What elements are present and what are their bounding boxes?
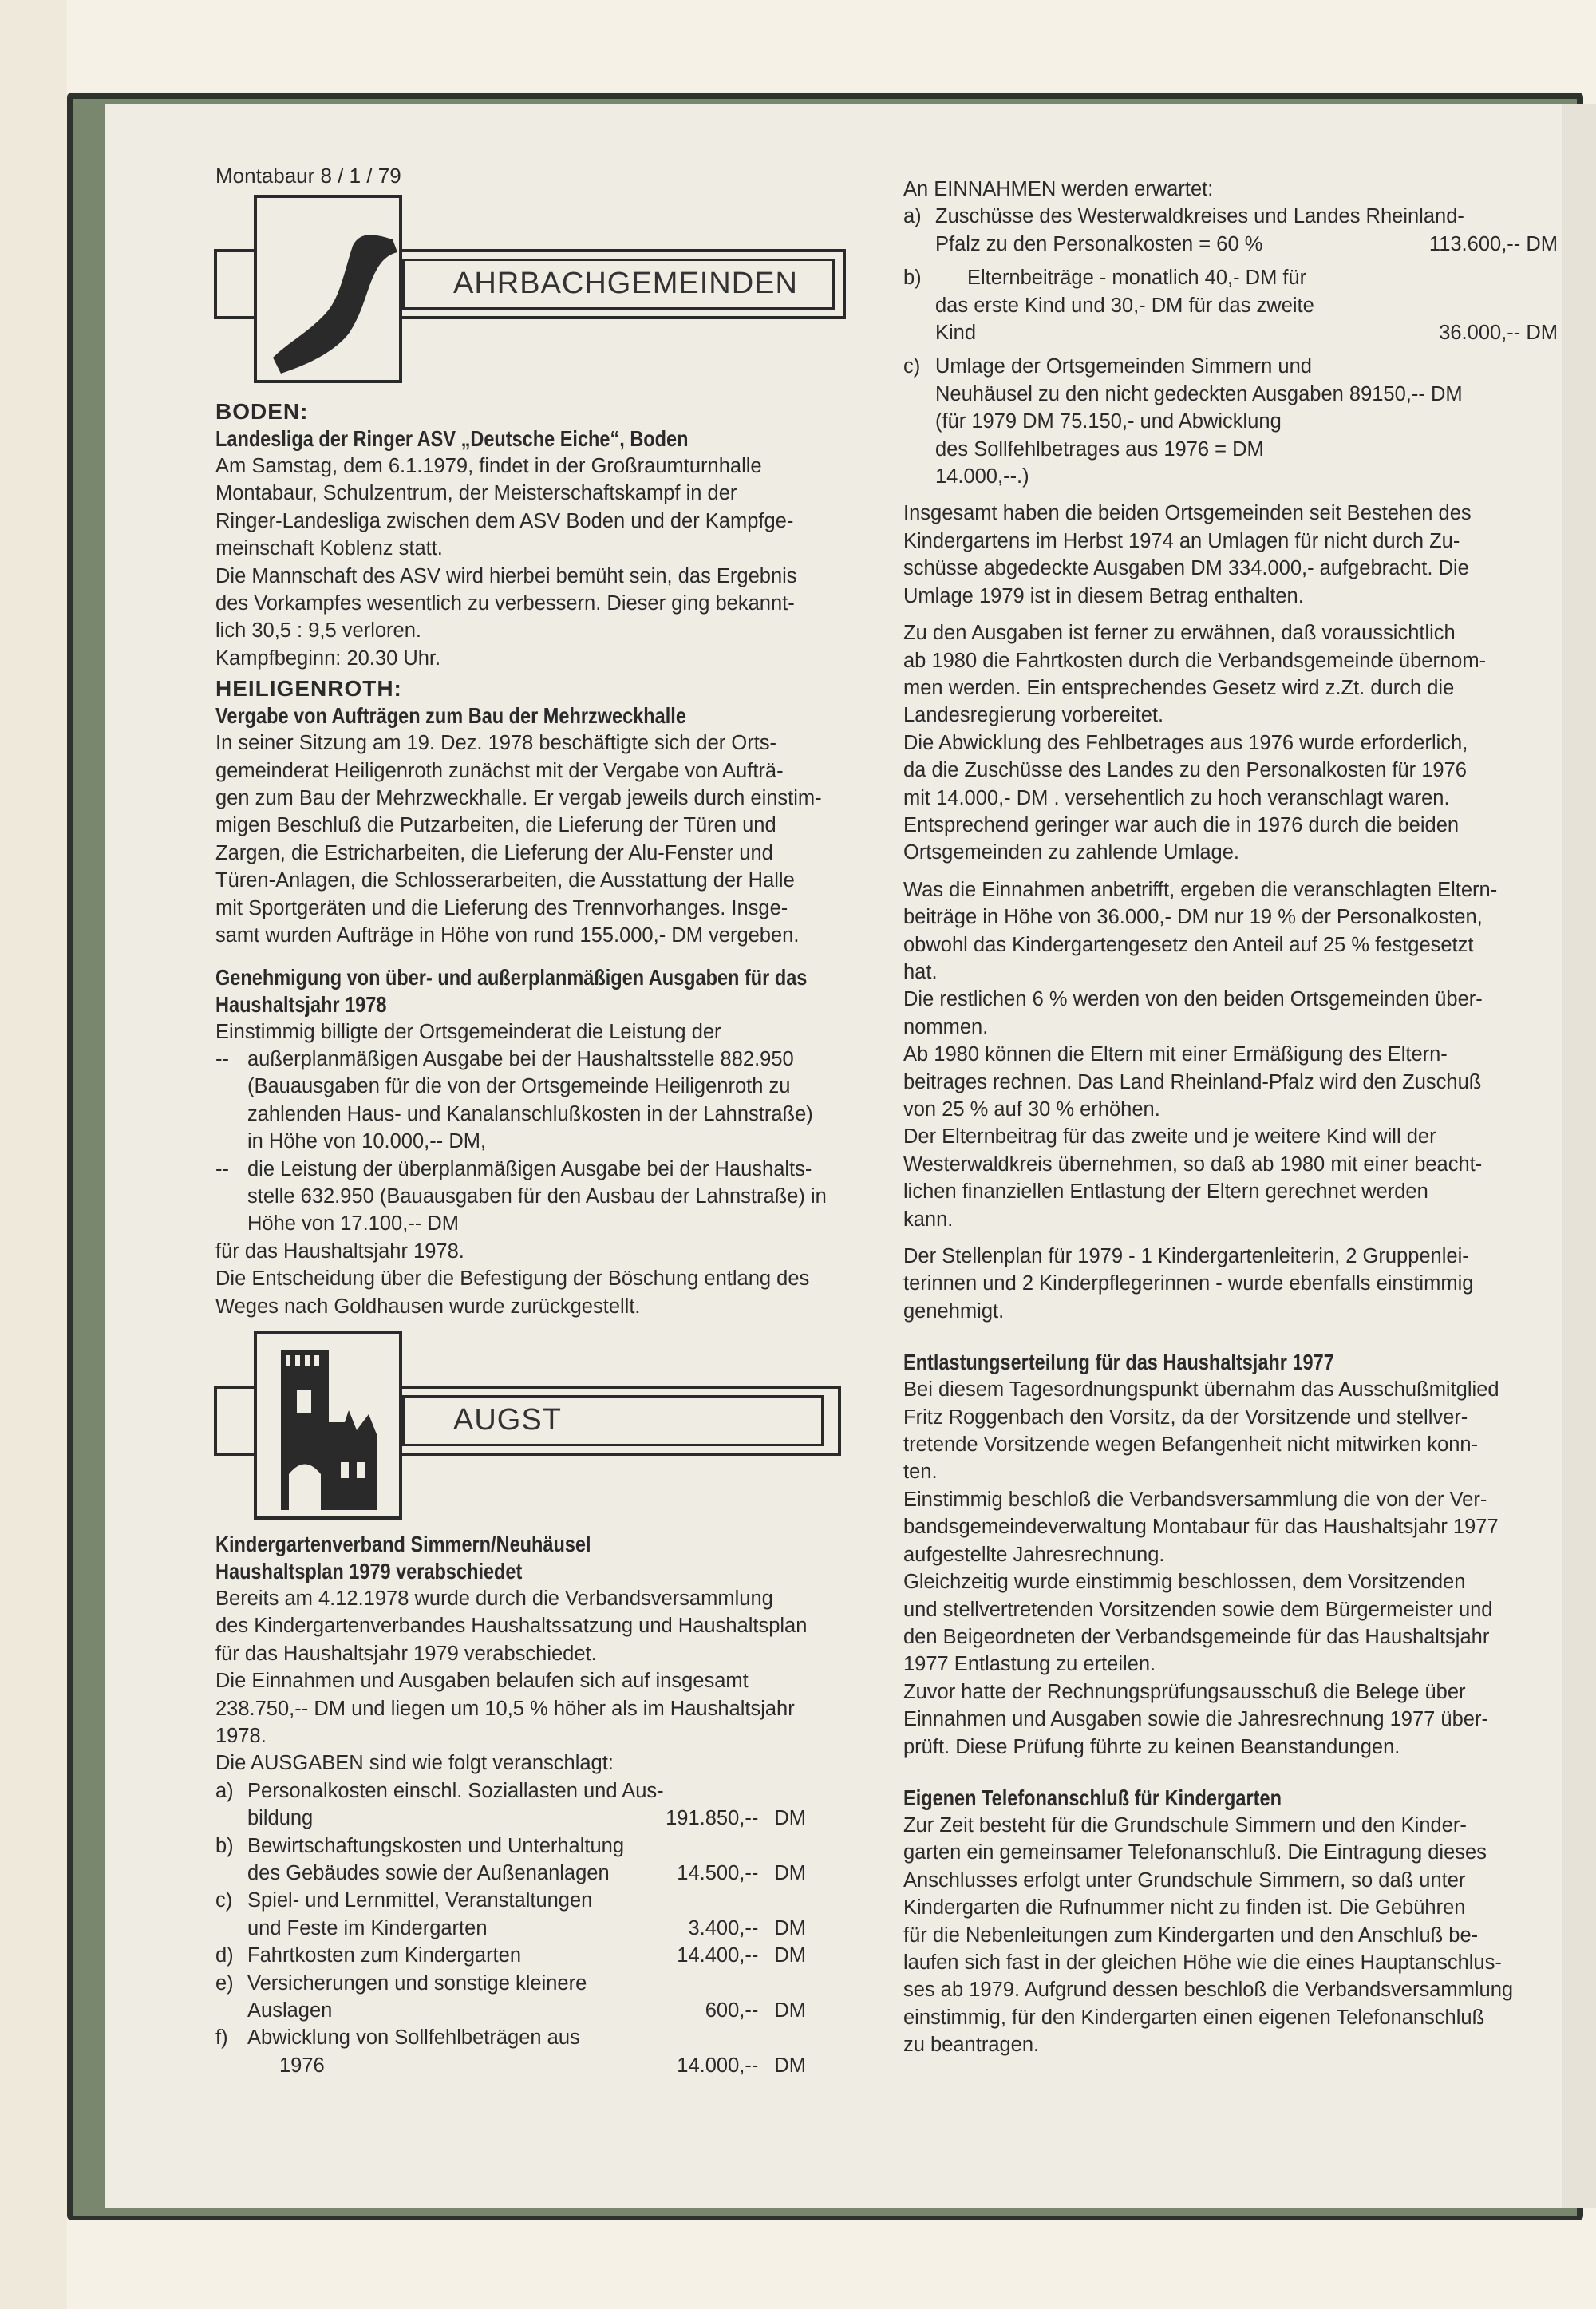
section-title-ahrbach: AHRBACHGEMEINDEN — [453, 267, 798, 300]
list-item: -- außerplanmäßigen Ausgabe bei der Haushaltsstelle 882.950 (Bauausgaben für die von der Ortsgemeinde Heiligenroth zu zahlenden Haus- und Kanalanschlußkosten in der Lahnstraße) in Höhe von 10.000,-- DM, — [215, 1047, 813, 1153]
list-item: b) Elternbeiträge - monatlich 40,- DM für das erste Kind und 30,- DM für das zweite Kind 36.000,-- DM — [903, 267, 1558, 345]
einnahmen-intro: An EINNAHMEN werden erwartet: — [903, 178, 1214, 200]
list-item: f) Abwicklung von Sollfehlbeträgen aus 1976 14.000,-- DM — [215, 2026, 806, 2077]
section-title-augst: AUGST — [453, 1402, 562, 1437]
list-item: b) Bewirtschaftungskosten und Unterhaltung des Gebäudes sowie der Außenanlagen 14.500,-- DM — [215, 1834, 806, 1885]
heading-entlastung: Entlastungserteilung für das Haushaltsjahr 1977 — [903, 1350, 1334, 1375]
list-item: a) Zuschüsse des Westerwaldkreises und Landes Rheinland- Pfalz zu den Personalkosten = 60 % 113.600,-- DM — [903, 205, 1558, 255]
text-heiligenroth: In seiner Sitzung am 19. Dez. 1978 beschäftigte sich der Orts- gemeinderat Heiligenroth zunächst mit der Vergabe von Aufträ- gen zum Bau der Mehrzweckhalle. Er vergab jeweils durch einstim- migen Beschluß die Putzarbeiten, die Lieferung der Türen und Zargen, die Estricharbeiten, die Lieferung der Alu-Fenster und Türen-Anlagen, die Schlosserarbeiten, die Ausstattung der Halle mit Sportgeräten und die Lieferung des Trennvorhanges. Insge- samt wurden Aufträge in Höhe von rund 155.000,- DM vergeben. — [215, 732, 822, 947]
heading-kiga-1: Kindergartenverband Simmern/Neuhäusel — [215, 1531, 591, 1556]
background-left — [0, 0, 67, 2309]
right-column: An EINNAHMEN werden erwartet: a) Zuschüsse des Westerwaldkreises und Landes Rheinland- Pfalz zu den Personalkosten = 60 % 113.600,-- DM b) Elternbeiträge - monatlich 40,- DM für das erste Kind und 30,- DM für das zweite Kind 36.000,-- DM c) Umlage der Ortsgemeinden Simmern und Neuhäusel zu den nicht gedeckten Ausgaben 89150,-- DM (für 1979 DM 75.150,- und Abwicklung des Sollfehlbetrages aus 1976 = DM 14.000,--.) Insgesamt haben die beiden Ortsgemeinden seit Bestehen des Kindergartens im Herbst 1974 an Umlagen für nicht durch Zu- schüsse abgedeckte Ausgaben DM 334.000,- aufgebracht. Die Umlage 1979 ist in diesem Betrag enthalten. Zu den Ausgaben ist ferner zu erwähnen, daß voraussichtlich ab 1980 die Fahrtkosten durch die Verbandsgemeinde übernom- men werden. Ein entsprechendes Gesetz wird z.Zt. durch die Landesregierung vorbereitet. Die Abwicklung des Fehlbetrages aus 1976 wurde erforderlich, da die Zuschüsse des Landes zu den Personalkosten für 1976 mit 14.000,- DM . versehentlich zu hoch veranschlagt waren. Entsprechend geringer war auch die in 1976 durch die beiden Ortsgemeinden zu zahlende Umlage. Was die Einnahmen anbetrifft, ergeben die veranschlagten Eltern- beiträge in Höhe von 36.000,- DM nur 19 % der Personalkosten, obwohl das Kindergartengesetz den Anteil auf 25 % festgesetzt hat. Die restlichen 6 % werden von den beiden Ortsgemeinden über- nommen. Ab 1980 können die Eltern mit einer Ermäßigung des Eltern- beitrages rechnen. Das Land Rheinland-Pfalz wird den Zuschuß von 25 % auf 30 % erhöhen. Der Elternbeitrag für das zweite und je weitere Kind will der Westerwaldkreis übernehmen, so daß ab 1980 mit einer beacht- lichen finanziellen Entlastung der Eltern gerechnet werden kann. Der Stellenplan für 1979 - 1 Kindergartenleiterin, 2 Gruppenlei- terinnen und 2 Kinderpflegerinnen - wurde ebenfalls einstimmig genehmigt. Entlastungserteilung für das Haushaltsjahr 1977 Bei diesem Tagesordnungspunkt übernahm das Ausschußmitglied Fritz Roggenbach den Vorsitz, da der Vorsitzende und stellver- tretende Vorsitzende wegen Befangenheit nicht mitwirken konn- ten. Einstimmig beschloß die Verbandsversammlung die von der Ver- bandsgemeindeverwaltung Montabaur für das Haushaltsjahr 1977 aufgestellte Jahresrechnung. Gleichzeitig wurde einstimmig beschlossen, dem Vorsitzenden und stellvertretenden Vorsitzenden sowie dem Bürgermeister und den Beigeordneten der Verbandsgemeinde für das Haushaltsjahr 1977 Entlastung zu erteilen. Zuvor hatte der Rechnungsprüfungsausschuß die Belege über Einnahmen und Ausgaben sowie die Jahresrechnung 1977 über- prüft. Diese Prüfung führte zu keinen Beanstandungen. Eigenen Telefonanschluß für Kindergarten Zur Zeit besteht für die Grundschule Simmern und den Kinder- garten ein gemeinsamer Telefonanschluß. Die Eintragung dieses Anschlusses erfolgt unter Grundschule Simmern, so daß unter Kindergarten die Rufnummer nicht zu finden ist. Die Gebühren für die Nebenleitungen zum Kindergarten und den Anschluß be- laufen sich fast in der gleichen Höhe wie die eines Hauptanschlus- ses ab 1979. Aufgrund dessen beschloß die Verbandsversammlung einstimmig, für den Kindergarten einen eigenen Telefonanschluß zu beantragen. — [903, 176, 1558, 2059]
left-column — [215, 164, 890, 2079]
next-page-edge — [1562, 104, 1596, 2208]
heading-heiligenroth: Vergabe von Aufträgen zum Bau der Mehrzweckhalle — [215, 703, 686, 729]
heading-genehmigung-2: Haushaltsjahr 1978 — [215, 991, 387, 1017]
place-heiligenroth: HEILIGENROTH: — [215, 676, 402, 702]
river-logo-icon — [254, 195, 402, 383]
list-item: -- die Leistung der überplanmäßigen Ausgabe bei der Haushalts- stelle 632.950 (Bauausgaben für den Ausbau der Lahnstraße) in Höhe von 17.100,-- DM — [215, 1157, 827, 1236]
section-header-augst — [214, 1331, 890, 1523]
heading-boden: Landesliga der Ringer ASV „Deutsche Eiche“, Boden — [215, 426, 689, 451]
list-item: c) Spiel- und Lernmittel, Veranstaltungen und Feste im Kindergarten 3.400,-- DM — [215, 1889, 806, 1939]
text-boden: Am Samstag, dem 6.1.1979, findet in der Großraumturnhalle Montabaur, Schulzentrum, der Meisterschaftskampf in der Ringer-Landesliga zwischen dem ASV Boden und der Kampfge- meinschaft Koblenz statt. Die Mannschaft des ASV wird hierbei bemüht sein, das Ergebnis des Vorkampfes wesentlich zu verbessern. Dieser ging bekannt- lich 30,5 : 9,5 verloren. Kampfbeginn: 20.30 Uhr. — [215, 455, 797, 670]
page-date: Montabaur 8 / 1 / 79 — [215, 164, 401, 188]
heading-kiga-2: Haushaltsplan 1979 verabschiedet — [215, 1558, 523, 1583]
castle-ruin-logo-icon — [254, 1331, 402, 1520]
heading-telefon: Eigenen Telefonanschluß für Kindergarten — [903, 1785, 1282, 1810]
section-header-ahrbach — [214, 195, 890, 390]
list-item: c) Umlage der Ortsgemeinden Simmern und Neuhäusel zu den nicht gedeckten Ausgaben 89150,-- DM (für 1979 DM 75.150,- und Abwicklung des Sollfehlbetrages aus 1976 = DM 14.000,--.) — [903, 355, 1463, 488]
heading-genehmigung-1: Genehmigung von über- und außerplanmäßigen Ausgaben für das — [215, 964, 808, 990]
text-genehmigung: Einstimmig billigte der Ortsgemeinderat die Leistung der -- außerplanmäßigen Ausgabe bei der Haushaltsstelle 882.950 (Bauausgaben für die von der Ortsgemeinde Heiligenroth zu zahlenden Haus- und Kanalanschlußkosten in der Lahnstraße) in Höhe von 10.000,-- DM, -- die Leistung der überplanmäßigen Ausgabe bei der Haushalts- stelle 632.950 (Bauausgaben für den Ausbau der Lahnstraße) in Höhe von 17.100,-- DM für das Haushaltsjahr 1978. Die Entscheidung über die Befestigung der Böschung entlang des Weges nach Goldhausen wurde zurückgestellt. — [215, 1018, 890, 1320]
list-item: a) Personalkosten einschl. Soziallasten und Aus- bildung 191.850,-- DM — [215, 1779, 806, 1830]
list-item: d) Fahrtkosten zum Kindergarten 14.400,-- DM — [215, 1944, 806, 1967]
place-boden: BODEN: — [215, 399, 309, 424]
ausgaben-list — [215, 1777, 806, 2079]
text-kiga: Bereits am 4.12.1978 wurde durch die Verbandsversammlung des Kindergartenverbandes Haushaltssatzung und Haushaltsplan für das Haushaltsjahr 1979 verabschiedet. Die Einnahmen und Ausgaben belaufen sich auf insgesamt 238.750,-- DM und liegen um 10,5 % höher als im Haushaltsjahr 1978. Die AUSGABEN sind wie folgt veranschlagt: — [215, 1587, 808, 1775]
list-item: e) Versicherungen und sonstige kleinere Auslagen 600,-- DM — [215, 1971, 806, 2022]
